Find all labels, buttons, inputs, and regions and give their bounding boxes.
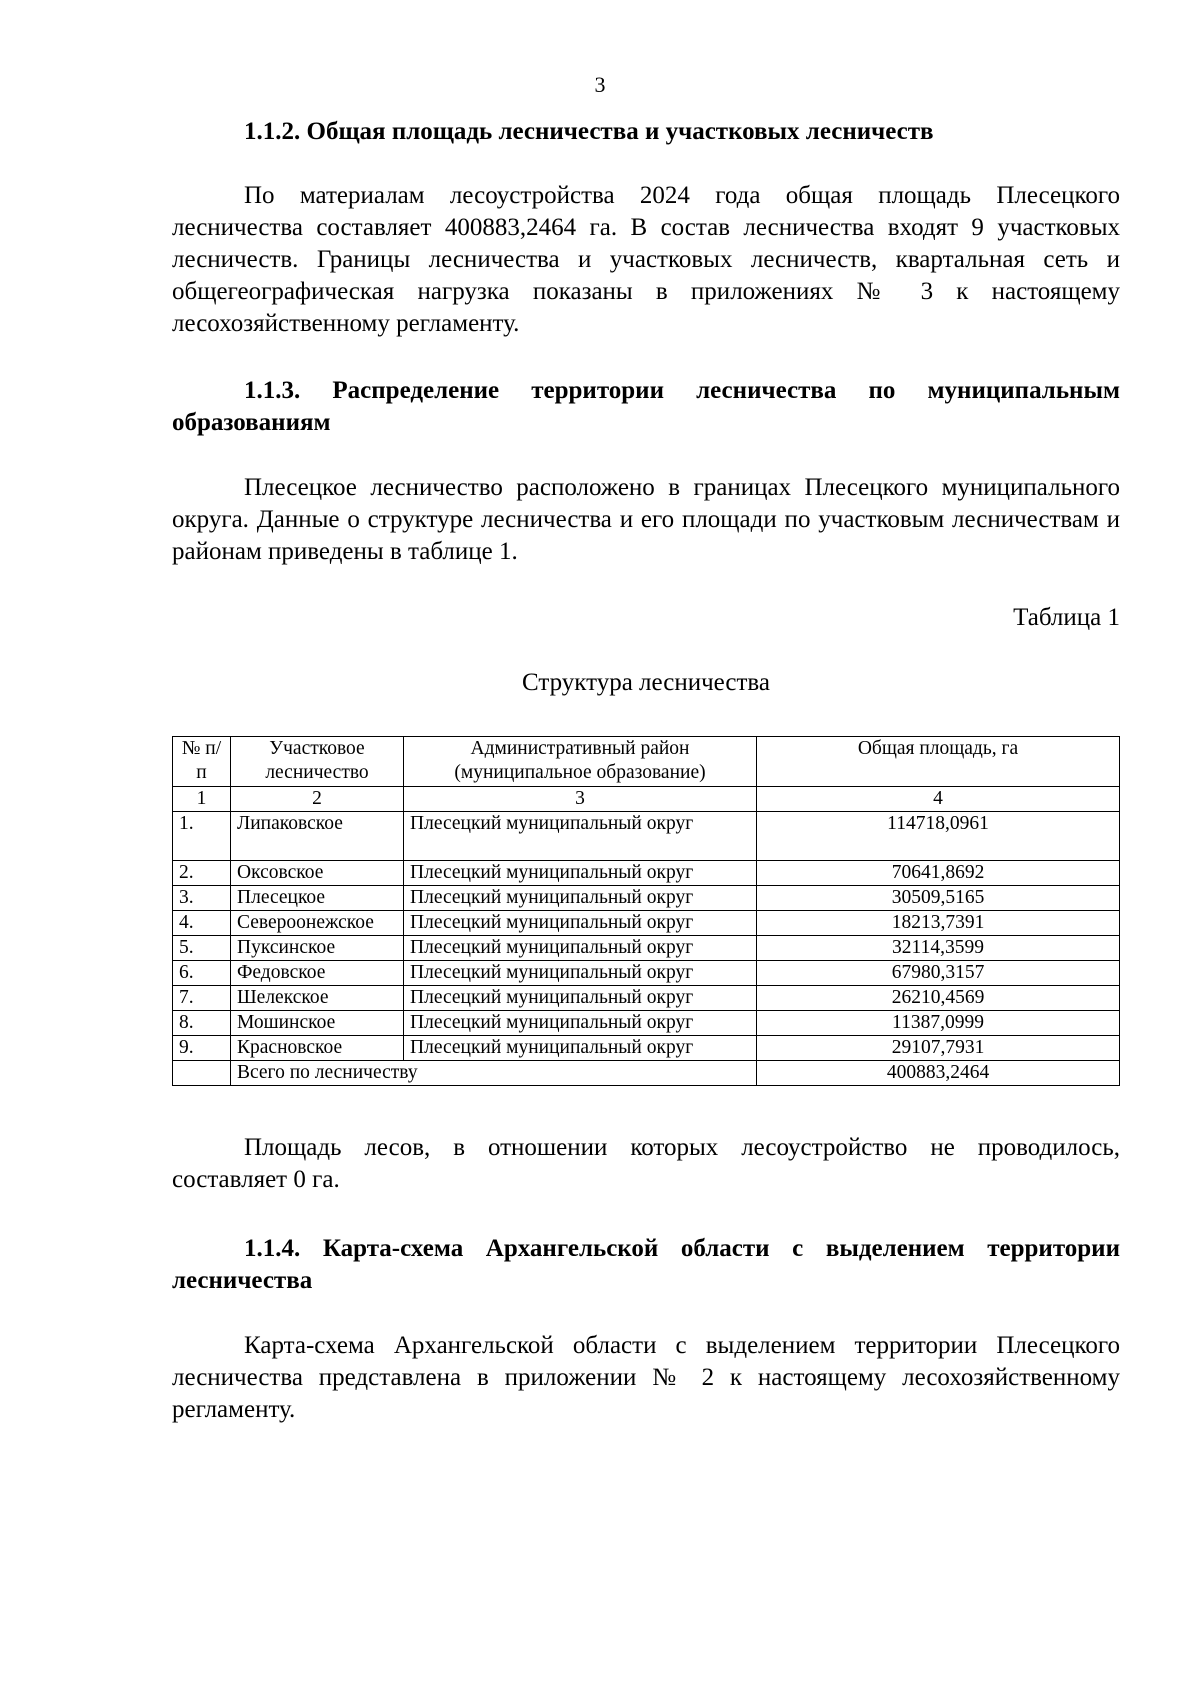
- row-num: 5.: [173, 936, 231, 961]
- row-num: 1.: [173, 812, 231, 861]
- table-row: [173, 812, 1120, 861]
- row-area: 30509,5165: [757, 886, 1120, 911]
- table-header-row: [173, 737, 1120, 787]
- row-num: 6.: [173, 961, 231, 986]
- row-num: 3.: [173, 886, 231, 911]
- row-district: Плесецкий муниципальный округ: [404, 1036, 757, 1061]
- row-district: Плесецкий муниципальный округ: [404, 1011, 757, 1036]
- page-number: 3: [594, 72, 606, 97]
- section-heading-1-1-2: 1.1.2. Общая площадь лесничества и участковых лесничеств: [244, 118, 934, 145]
- column-number: 3: [404, 787, 757, 812]
- row-forestry: Красновское: [231, 1036, 404, 1061]
- section-text-1-1-4: Карта-схема Архангельской области с выделением территории Плесецкого лесничества представлена в приложении № 2 к настоящему лесохозяйственному регламенту.: [172, 1332, 1120, 1423]
- row-num: 2.: [173, 861, 231, 886]
- column-number: 1: [173, 787, 231, 812]
- column-number: 2: [231, 787, 404, 812]
- header-num: № п/п: [173, 737, 231, 787]
- row-district: Плесецкий муниципальный округ: [404, 861, 757, 886]
- row-area: 26210,4569: [757, 986, 1120, 1011]
- section-text-1-1-2: По материалам лесоустройства 2024 года общая площадь Плесецкого лесничества составляет 400883,2464 га. В состав лесничества входят 9 участковых лесничеств. Границы лесничества и участковых лесничеств, квартальная сеть и общегеографическая нагрузка показаны в приложениях № 3 к настоящему лесохозяйственному регламенту.: [172, 182, 1120, 337]
- row-forestry: Липаковское: [231, 812, 404, 861]
- row-forestry: Плесецкое: [231, 886, 404, 911]
- table-row: [173, 861, 1120, 886]
- row-district: Плесецкий муниципальный округ: [404, 812, 757, 861]
- row-district: Плесецкий муниципальный округ: [404, 961, 757, 986]
- column-number-row: [173, 787, 1120, 812]
- table-title: Структура лесничества: [522, 669, 770, 696]
- table-row: [173, 1036, 1120, 1061]
- total-value: 400883,2464: [757, 1061, 1120, 1086]
- forest-note: Площадь лесов, в отношении которых лесоустройство не проводилось, составляет 0 га.: [172, 1134, 1120, 1193]
- table-row: [173, 1011, 1120, 1036]
- row-num: 8.: [173, 1011, 231, 1036]
- row-area: 114718,0961: [757, 812, 1120, 861]
- row-area: 29107,7931: [757, 1036, 1120, 1061]
- header-area: Общая площадь, га: [757, 737, 1120, 787]
- section-heading-1-1-4: 1.1.4. Карта-схема Архангельской области с выделением территории лесничества: [172, 1235, 1120, 1294]
- row-district: Плесецкий муниципальный округ: [404, 911, 757, 936]
- table-row: [173, 961, 1120, 986]
- table-label: Таблица 1: [1013, 604, 1120, 631]
- forestry-structure-table: [172, 736, 1120, 1086]
- table-row: [173, 886, 1120, 911]
- header-forestry: Участковое лесничество: [231, 737, 404, 787]
- row-num: 9.: [173, 1036, 231, 1061]
- row-district: Плесецкий муниципальный округ: [404, 886, 757, 911]
- row-area: 32114,3599: [757, 936, 1120, 961]
- row-forestry: Мошинское: [231, 1011, 404, 1036]
- row-num: 4.: [173, 911, 231, 936]
- row-area: 70641,8692: [757, 861, 1120, 886]
- table-row: [173, 911, 1120, 936]
- header-district: Административный район (муниципальное образование): [404, 737, 757, 787]
- row-area: 67980,3157: [757, 961, 1120, 986]
- section-text-1-1-3: Плесецкое лесничество расположено в границах Плесецкого муниципального округа. Данные о структуре лесничества и его площади по участковым лесничествам и районам приведены в таблице 1.: [172, 474, 1120, 565]
- row-num: 7.: [173, 986, 231, 1011]
- row-district: Плесецкий муниципальный округ: [404, 986, 757, 1011]
- row-forestry: Североонежское: [231, 911, 404, 936]
- column-number: 4: [757, 787, 1120, 812]
- table-total-row: [173, 1061, 1120, 1086]
- total-empty-cell: [173, 1061, 231, 1086]
- row-forestry: Федовское: [231, 961, 404, 986]
- section-heading-1-1-3: 1.1.3. Распределение территории лесничества по муниципальным образованиям: [172, 377, 1120, 436]
- table-row: [173, 986, 1120, 1011]
- table-row: [173, 936, 1120, 961]
- row-area: 11387,0999: [757, 1011, 1120, 1036]
- row-forestry: Шелекское: [231, 986, 404, 1011]
- total-label: Всего по лесничеству: [231, 1061, 757, 1086]
- row-forestry: Пуксинское: [231, 936, 404, 961]
- row-forestry: Оксовское: [231, 861, 404, 886]
- row-area: 18213,7391: [757, 911, 1120, 936]
- row-district: Плесецкий муниципальный округ: [404, 936, 757, 961]
